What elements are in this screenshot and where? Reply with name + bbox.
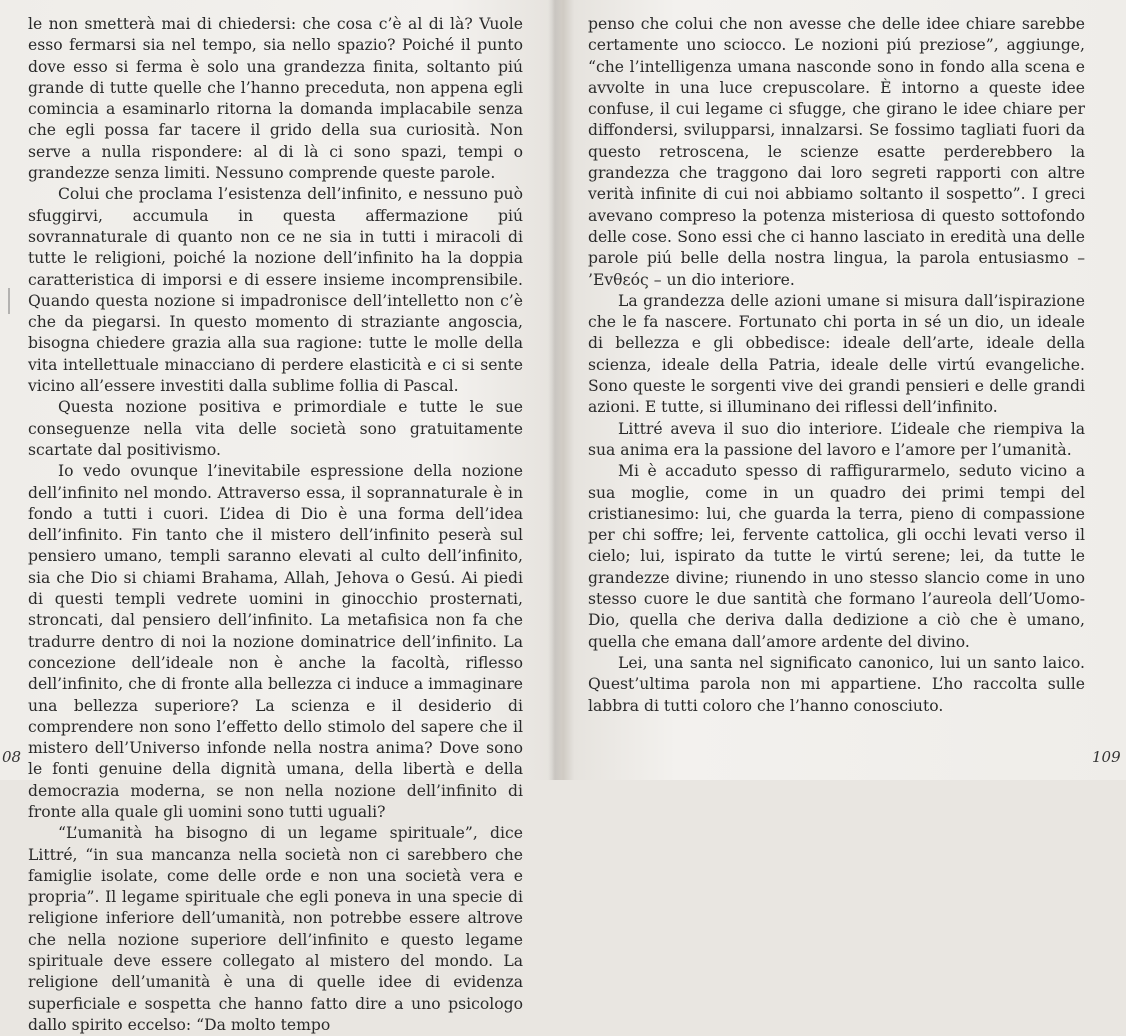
pencil-margin-mark bbox=[8, 288, 10, 314]
right-paragraph-4: Mi è accaduto spesso di raffigurarmelo, seduto vicino a sua moglie, come in un quadro dei primi tempi del cristianesimo: lui, che guarda la terra, pieno di compassione per chi soffre; lei, fervente cattolica, gli occhi levati verso il cielo; lui, ispirato da tutte le virtú serene; lei, da tutte le grandezze divine; riunendo in uno stesso slancio come in uno stesso cuore le due santità che formano l’aureola dell’Uomo-Dio, quella che deriva dalla dedizione a ciò che è umano, quella che emana dall’amore ardente del divino. bbox=[588, 462, 1085, 651]
right-page-number: 109 bbox=[1092, 748, 1121, 766]
right-paragraph-3: Littré aveva il suo dio interiore. L’ideale che riempiva la sua anima era la passione del lavoro e l’amore per l’umanità. bbox=[588, 419, 1085, 459]
left-paragraph-4: Io vedo ovunque l’inevitabile espressione della nozione dell’infinito nel mondo. Attraverso essa, il soprannaturale è in fondo a tutti i cuori. L’idea di Dio è una forma dell’idea dell’infinito. Fin tanto che il mistero dell’infinito peserà sul pensiero umano, templi saranno elevati al culto dell’infinito, sia che Dio si chiami Brahama, Allah, Jehova o Gesú. Ai piedi di questi templi vedrete uomini in ginocchio prosternati, stroncati, dal pensiero dell’infinito. La metafisica non fa che tradurre dentro di noi la nozione dominatrice dell’infinito. La concezione dell’ideale non è anche la facoltà, riflesso dell’infinito, che di fronte alla bellezza ci induce a immaginare una bellezza superiore? La scienza e il desiderio di comprendere non sono l’effetto dello stimolo del sapere che il mistero dell’Universo infonde nella nostra anima? Dove sono le fonti genuine della dignità umana, della libertà e della democrazia moderna, se non nella nozione dell’infinito di fronte alla quale gli uomini sono tutti uguali? bbox=[28, 462, 523, 821]
right-paragraph-1: penso che colui che non avesse che delle idee chiare sarebbe certamente uno sciocco. Le nozioni piú preziose”, aggiunge, “che l’intelligenza umana nasconde sono in fondo alla scena e avvolte in una luce crepuscolare. È intorno a queste idee confuse, il cui legame ci sfugge, che girano le idee chiare per diffondersi, svilupparsi, innalzarsi. Se fossimo tagliati fuori da questo retroscena, le scienze esatte perderebbero la grandezza che traggono dai loro segreti rapporti con altre verità infinite di cui noi abbiamo soltanto il sospetto”. I greci avevano compreso la potenza misteriosa di questo sottofondo delle cose. Sono essi che ci hanno lasciato in eredità una delle parole piú belle della nostra lingua, la parola entusiasmo – ’Evθεός – un dio interiore. bbox=[588, 15, 1085, 289]
right-paragraph-2: La grandezza delle azioni umane si misura dall’ispirazione che le fa nascere. Fortunato chi porta in sé un dio, un ideale di bellezza e gli obbedisce: ideale dell’arte, ideale della scienza, ideale della Patria, ideale delle virtú evangeliche. Sono queste le sorgenti vive dei grandi pensieri e delle grandi azioni. E tutte, si illuminano dei riflessi dell’infinito. bbox=[588, 291, 1085, 417]
left-page bbox=[28, 14, 523, 1036]
left-paragraph-3: Questa nozione positiva e primordiale e tutte le sue conseguenze nella vita delle società sono gratuitamente scartate dal positivismo. bbox=[28, 398, 523, 459]
left-paragraph-1: le non smetterà mai di chiedersi: che cosa c’è al di là? Vuole esso fermarsi sia nel tempo, sia nello spazio? Poiché il punto dove esso si ferma è solo una grandezza finita, soltanto piú grande di tutte quelle che l’hanno preceduta, non appena egli comincia a esaminarlo ritorna la domanda implacabile senza che egli possa far tacere il grido della sua curiosità. Non serve a nulla rispondere: al di là ci sono spazi, tempi o grandezze senza limiti. Nessuno comprende queste parole. bbox=[28, 15, 523, 183]
left-page-number: 08 bbox=[2, 748, 22, 766]
left-paragraph-2: Colui che proclama l’esistenza dell’infinito, e nessuno può sfuggirvi, accumula in questa affermazione piú sovrannaturale di quanto non ce ne sia in tutti i miracoli di tutte le religioni, poiché la nozione dell’infinito ha la doppia caratteristica di imporsi e di essere insieme incomprensibile. Quando questa nozione si impadronisce dell’intelletto non c’è che da piegarsi. In questo momento di straziante angoscia, bisogna chiedere grazia alla sua ragione: tutte le molle della vita intellettuale minacciano di perdere elasticità e ci si sente vicino all’essere investiti dalla sublime follia di Pascal. bbox=[28, 185, 523, 396]
right-paragraph-5: Lei, una santa nel significato canonico, lui un santo laico. Quest’ultima parola non mi appartiene. L’ho raccolta sulle labbra di tutti coloro che l’hanno conosciuto. bbox=[588, 653, 1085, 715]
right-page bbox=[588, 14, 1085, 717]
left-paragraph-5: “L’umanità ha bisogno di un legame spirituale”, dice Littré, “in sua mancanza nella società non ci sarebbero che famiglie isolate, come delle orde e non una società vera e propria”. Il legame spirituale che egli poneva in una specie di religione inferiore dell’umanità, non potrebbe essere altrove che nella nozione superiore dell’infinito e questo legame spirituale deve essere collegato al mistero del mondo. La religione dell’umanità è una di quelle idee di evidenza superficiale e sospetta che hanno fatto dire a uno psicologo dallo spirito eccelso: “Da molto tempo bbox=[28, 824, 523, 1034]
book-gutter bbox=[548, 0, 562, 780]
